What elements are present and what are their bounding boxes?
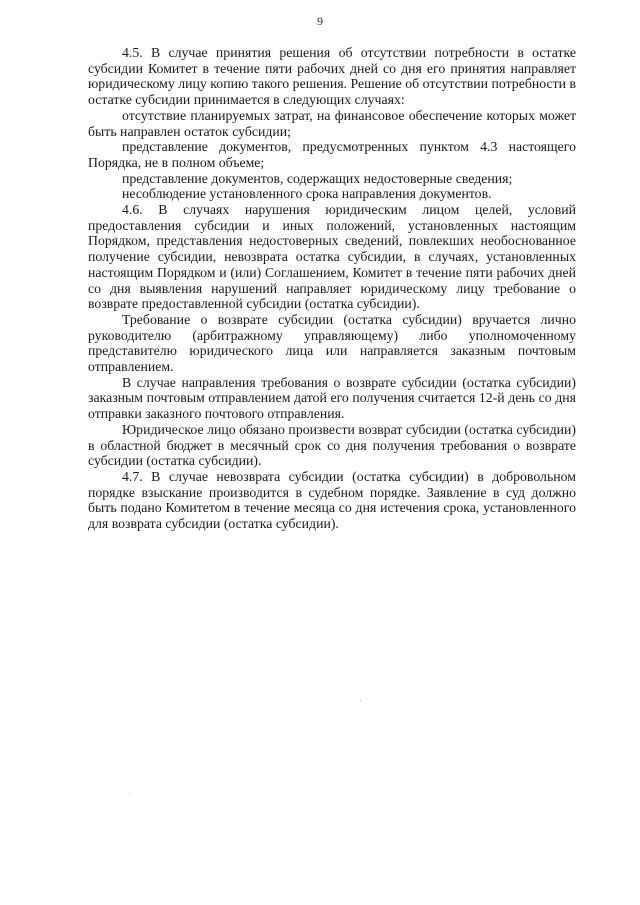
page-number: 9 [317, 14, 323, 28]
paragraph-refund-obligation: Юридическое лицо обязано произвести возврат субсидии (остатка субсидии) в областной бюджет в месячный срок со дня получения требования о возврате субсидии (остатка субсидии). [88, 421, 576, 469]
paragraph-case-incomplete-documents: представление документов, предусмотренных пунктом 4.3 настоящего Порядка, не в полном объеме; [88, 139, 576, 170]
paragraph-receipt-date: В случае направления требования о возврате субсидии (остатка субсидии) заказным почтовым отправлением датой его получения считается 12-й день со дня отправки заказного почтового отправления. [88, 374, 576, 422]
paragraph-case-false-information: представление документов, содержащих недостоверные сведения; [122, 170, 513, 186]
document-body [88, 45, 576, 532]
paragraph-case-no-planned-costs: отсутствие планируемых затрат, на финансовое обеспечение которых может быть направлен остаток субсидии; [88, 107, 576, 139]
paragraph-case-deadline-violation: несоблюдение установленного срока направления документов. [122, 186, 492, 202]
paragraph-4-6: 4.6. В случаях нарушения юридическим лицом целей, условий предоставления субсидии и иных положений, установленных настоящим Порядком, представления недостоверных сведений, повлекших необоснованное получение субсидии, невозврата остатка субсидии, в случаях, установленных настоящим Порядком и (или) Соглашением, Комитет в течение пяти рабочих дней со дня выявления нарушений направляет юридическому лицу требование о возврате предоставленной субсидии (остатка субсидии). [88, 202, 576, 312]
scan-speck [360, 700, 361, 701]
scan-speck [129, 793, 130, 794]
paragraph-4-7: 4.7. В случае невозврата субсидии (остатка субсидии) в добровольном порядке взыскание производится в судебном порядке. Заявление в суд должно быть подано Комитетом в течение месяца со дня истечения срока, установленного для возврата субсидии (остатка субсидии). [88, 468, 576, 532]
paragraph-4-5: 4.5. В случае принятия решения об отсутствии потребности в остатке субсидии Комитет в течение пяти рабочих дней со дня его принятия направляет юридическому лицу копию такого решения. Решение об отсутствии потребности в остатке субсидии принимается в следующих случаях: [88, 45, 576, 108]
paragraph-demand-delivery: Требование о возврате субсидии (остатка субсидии) вручается лично руководителю (арбитражному управляющему) либо уполномоченному представителю юридического лица или направляется заказным почтовым отправлением. [88, 311, 576, 375]
